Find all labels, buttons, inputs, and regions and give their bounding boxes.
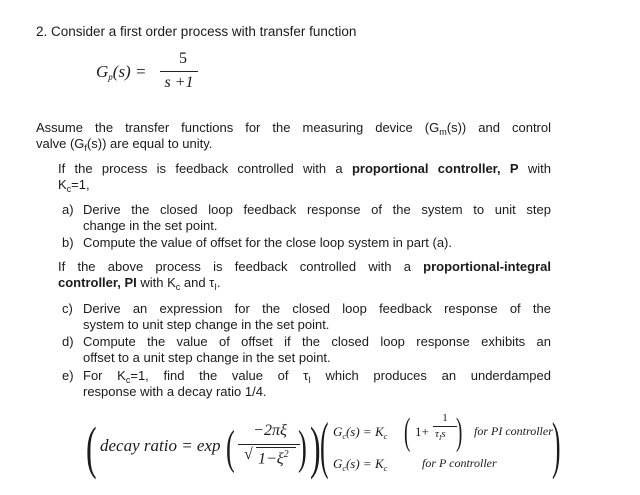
assumption-line-2: valve $(G_f(s))$ are equal to unity. xyxy=(36,136,213,153)
sqrt-bar xyxy=(256,447,296,448)
eq-numerator: 5 xyxy=(179,50,187,67)
outer-paren-left: ( xyxy=(86,415,97,480)
pi-transfer-lhs: $G_c(s) = K_c$ xyxy=(333,424,388,441)
item-b-line-1: Compute the value of offset for the close loop system in part (a). xyxy=(83,235,453,250)
p-intro-line-1: If the process is feedback controlled with a proportional controller, P with xyxy=(58,161,551,176)
item-e-label: e) xyxy=(62,368,74,383)
p-transfer-lhs: $G_c(s) = K_c$ xyxy=(333,456,388,473)
pi-paren-right: ) xyxy=(456,411,463,453)
pi-frac-den: $\tau_Is$ xyxy=(435,428,446,442)
pi-intro-line-1: If the above process is feedback controlled with a proportional-integral xyxy=(58,259,551,274)
item-c-line-2: system to unit step change in the set point. xyxy=(83,317,330,332)
pi-frac-num: 1 xyxy=(442,412,448,424)
item-d-line-1: Compute the value of offset if the closed loop response exhibits an xyxy=(83,334,551,349)
controller-formulas xyxy=(320,408,565,488)
controller-paren-right: ) xyxy=(552,409,561,480)
decay-ratio-formula xyxy=(86,412,326,486)
inner-paren-left: ( xyxy=(226,421,235,474)
pi-paren-left: ( xyxy=(404,411,411,453)
eq-lhs-sub: p xyxy=(108,72,113,82)
pi-intro-line-2: controller, PI with $K_c$ and $\tau_I$. xyxy=(58,275,221,292)
pi-frac-bar xyxy=(433,426,457,427)
item-a-label: a) xyxy=(62,202,74,217)
item-c-line-1: Derive an expression for the closed loop feedback response of the xyxy=(83,301,551,316)
sqrt-icon: √ xyxy=(244,446,253,463)
eq-denominator: s +1 xyxy=(164,74,194,91)
eq-lhs-arg: (s) = xyxy=(112,62,147,81)
item-d-line-2: offset to a unit step change in the set point. xyxy=(83,350,331,365)
decay-label: decay ratio = exp xyxy=(100,436,221,455)
item-e-line-2: response with a decay ratio 1/4. xyxy=(83,384,267,399)
exp-fraction-bar xyxy=(238,444,300,445)
item-e-line-1: For $K_c=1$, find the value of $\tau_I$ which produces an underdamped xyxy=(83,368,551,385)
inner-paren-right: ) xyxy=(298,421,307,474)
pi-one-plus: 1+ xyxy=(415,424,429,439)
item-c-label: c) xyxy=(62,301,73,316)
transfer-function-equation xyxy=(96,50,206,100)
item-b-label: b) xyxy=(62,235,74,250)
item-a-line-2: change in the set point. xyxy=(83,218,218,233)
assumption-line-1: Assume the transfer functions for the measuring device $(G_m(s))$ and control xyxy=(36,120,552,137)
item-d-label: d) xyxy=(62,334,74,349)
p-intro-line-2: $K_c=1$, xyxy=(58,177,90,194)
item-a-line-1: Derive the closed loop feedback response of the system to unit step xyxy=(83,202,551,217)
outer-paren-right: ) xyxy=(310,415,321,480)
controller-paren-left: ( xyxy=(320,409,329,480)
eq-fraction-bar xyxy=(160,71,198,72)
eq-lhs: G xyxy=(96,62,109,81)
exp-numerator: −2πξ xyxy=(253,422,287,439)
pi-note: for PI controller xyxy=(474,424,553,438)
question-title: 2. Consider a first order process with transfer function xyxy=(36,24,357,39)
p-note: for P controller xyxy=(422,456,497,470)
exp-denominator: $1-\xi^2$ xyxy=(258,449,289,468)
